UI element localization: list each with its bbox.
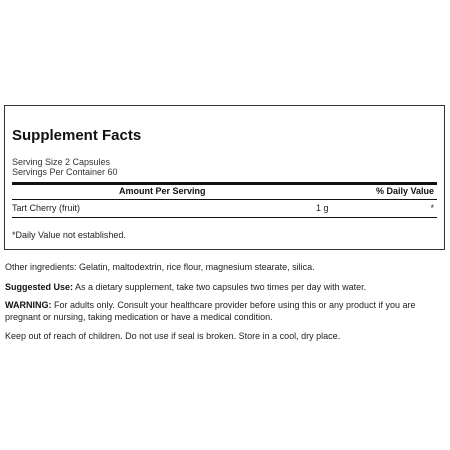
thin-divider	[12, 217, 437, 218]
daily-value-footnote: *Daily Value not established.	[12, 230, 126, 240]
amount-per-serving-header: Amount Per Serving	[119, 186, 206, 196]
ingredient-daily-value: *	[430, 203, 434, 213]
storage-text: Keep out of reach of children. Do not use if seal is broken. Store in a cool, dry place.	[5, 331, 341, 341]
warning-label: WARNING:	[5, 300, 52, 310]
suggested-use-label: Suggested Use:	[5, 282, 74, 292]
supplement-facts-panel	[4, 105, 445, 250]
thin-divider	[12, 199, 437, 200]
facts-header-row	[12, 186, 437, 198]
other-ingredients-text: Other ingredients: Gelatin, maltodextrin, rice flour, magnesium stearate, silica.	[5, 262, 315, 272]
thick-divider	[12, 182, 437, 185]
warning-body: For adults only. Consult your healthcare provider before using this or any product if you are pregnant or nursing, taking medication or have a medical condition.	[5, 300, 416, 322]
suggested-use-text	[5, 281, 445, 293]
warning-text	[5, 299, 445, 323]
servings-per-container: Servings Per Container 60	[12, 167, 118, 177]
ingredient-row	[12, 203, 437, 215]
daily-value-header: % Daily Value	[375, 186, 434, 196]
serving-size: Serving Size 2 Capsules	[12, 157, 111, 167]
suggested-use-body: As a dietary supplement, take two capsules two times per day with water.	[73, 282, 367, 292]
ingredient-name: Tart Cherry (fruit)	[12, 203, 81, 213]
ingredient-amount: 1 g	[316, 203, 329, 213]
facts-title: Supplement Facts	[12, 127, 142, 144]
